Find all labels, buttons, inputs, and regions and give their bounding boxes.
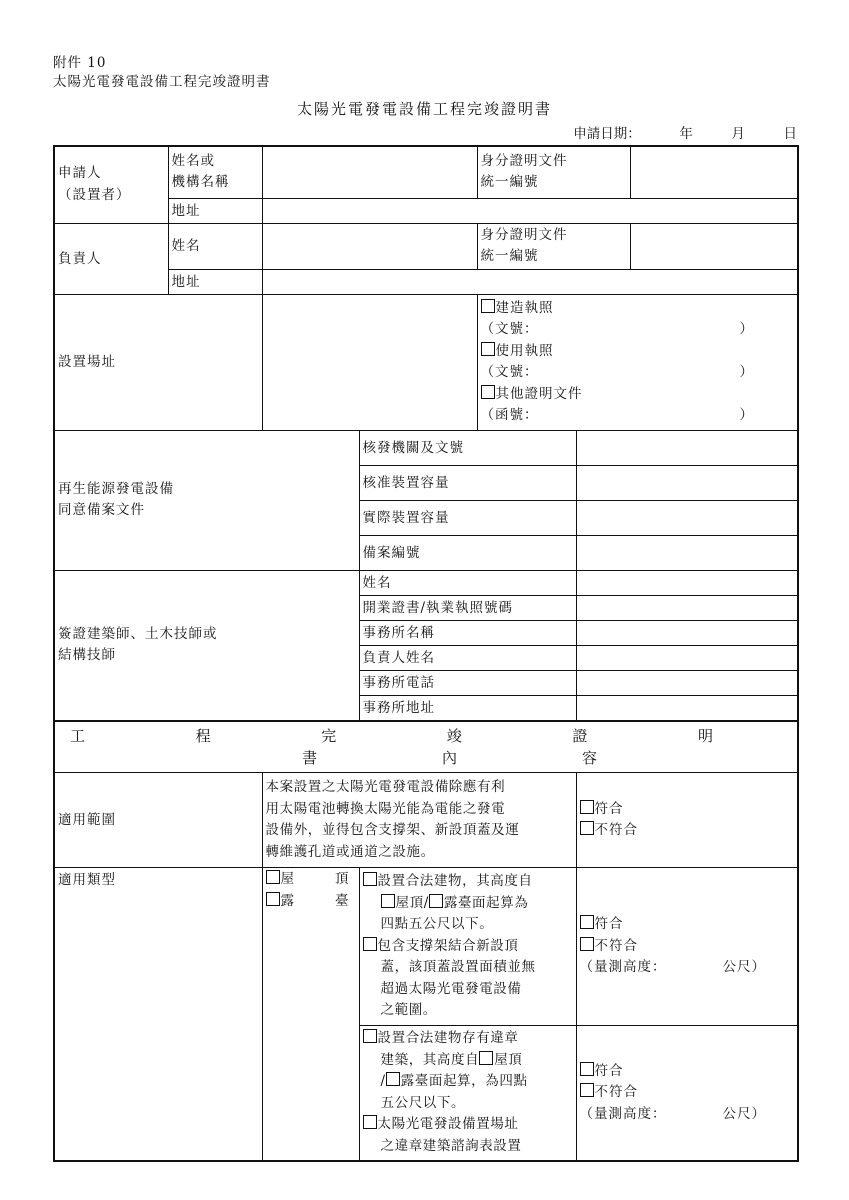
types-label: 適用類型 xyxy=(54,868,262,1161)
license-number-field[interactable] xyxy=(576,595,798,620)
checkbox[interactable] xyxy=(363,1029,377,1043)
date-month: 月 xyxy=(731,126,745,142)
checkbox[interactable] xyxy=(580,1062,594,1076)
actual-capacity-label: 實際裝置容量 xyxy=(359,500,576,535)
date-label: 申請日期： xyxy=(573,126,641,142)
office-head-field[interactable] xyxy=(576,645,798,670)
condition-block-1: 設置合法建物，其高度自 屋頂/ 露臺面起算為 四點五公尺以下。 包含支撐架結合新設頂 蓋，該頂蓋設置面積並無 超過太陽光電發電設備 之範圍。 xyxy=(359,868,576,1026)
office-phone-field[interactable] xyxy=(576,670,798,695)
architect-name-label: 姓名 xyxy=(359,570,576,595)
not-comply-option-1[interactable]: 不符合 xyxy=(580,936,795,958)
building-permit-ref[interactable]: （文號： ） xyxy=(480,321,754,337)
responsible-label: 負責人 xyxy=(54,223,168,294)
checkbox[interactable] xyxy=(381,894,395,908)
document-name: 太陽光電發電設備工程完竣證明書 xyxy=(53,74,271,90)
approved-capacity-field[interactable] xyxy=(576,465,798,500)
attachment-label: 附件 10 xyxy=(53,55,107,71)
responsible-name-label: 姓名 xyxy=(168,223,262,269)
site-label: 設置場址 xyxy=(54,294,262,430)
office-name-label: 事務所名稱 xyxy=(359,620,576,645)
condition-legal-building[interactable]: 設置合法建物，其高度自 xyxy=(363,871,573,893)
applicant-name-label: 姓名或 機構名稱 xyxy=(168,146,262,198)
record-number-field[interactable] xyxy=(576,535,798,570)
measured-height-1[interactable]: （量測高度： 公尺） xyxy=(579,959,766,976)
approval-authority-field[interactable] xyxy=(576,430,798,465)
usage-permit-ref[interactable]: （文號： ） xyxy=(480,364,754,380)
record-number-label: 備案編號 xyxy=(359,535,576,570)
checkbox[interactable] xyxy=(580,937,594,951)
office-head-label: 負責人姓名 xyxy=(359,645,576,670)
checkbox[interactable] xyxy=(386,1072,400,1086)
roof-option[interactable]: 屋 頂 xyxy=(266,869,356,891)
actual-capacity-field[interactable] xyxy=(576,500,798,535)
scope-text: 本案設置之太陽光電發電設備除應有利 用太陽電池轉換太陽光能為電能之發電 設備外，並得包含支撐架、新設頂蓋及運 轉維護孔道或通道之設施。 xyxy=(262,773,576,868)
date-day: 日 xyxy=(783,126,797,142)
condition-block-2: 設置合法建物存有違章 建築，其高度自 屋頂 / 露臺面起算，為四點 五公尺以下。 太陽光電發設備置場址 之違章建築諮詢表設置 xyxy=(359,1026,576,1161)
checkbox[interactable] xyxy=(363,872,377,886)
office-address-label: 事務所地址 xyxy=(359,695,576,721)
checkbox[interactable] xyxy=(481,385,495,399)
condition-result-2 xyxy=(576,1026,798,1161)
type-options xyxy=(262,868,359,1161)
checkbox[interactable] xyxy=(266,870,280,884)
application-date xyxy=(573,122,797,142)
scope-result xyxy=(576,773,798,868)
license-number-label: 開業證書/執業執照號碼 xyxy=(359,595,576,620)
site-field[interactable] xyxy=(262,294,477,430)
checkbox[interactable] xyxy=(481,299,495,313)
other-document-ref[interactable]: （函號： ） xyxy=(480,407,754,423)
responsible-address-label: 地址 xyxy=(168,269,262,294)
checkbox[interactable] xyxy=(479,1051,493,1065)
checkbox[interactable] xyxy=(580,915,594,929)
applicant-label: 申請人 （設置者） xyxy=(54,146,168,223)
scope-label: 適用範圍 xyxy=(54,773,262,868)
content-heading: 工 程 完 竣 證 明 書 內 容 xyxy=(54,721,798,773)
checkbox[interactable] xyxy=(481,342,495,356)
measured-height-2[interactable]: （量測高度： 公尺） xyxy=(579,1105,766,1122)
checkbox[interactable] xyxy=(580,1083,594,1097)
other-document-option[interactable]: 其他證明文件 xyxy=(481,384,795,406)
responsible-address-field[interactable] xyxy=(262,269,798,294)
condition-new-canopy[interactable]: 包含支撐架結合新設頂 xyxy=(363,936,573,958)
page-title: 太陽光電發電設備工程完竣證明書 xyxy=(296,100,552,118)
checkbox[interactable] xyxy=(429,894,443,908)
responsible-name-field[interactable] xyxy=(262,223,477,269)
checkbox[interactable] xyxy=(363,1115,377,1129)
completion-form-table xyxy=(53,145,799,1162)
applicant-address-field[interactable] xyxy=(262,198,798,223)
responsible-id-label: 身分證明文件 統一編號 xyxy=(477,223,630,269)
usage-permit-option[interactable]: 使用執照 xyxy=(481,341,795,363)
building-permit-option[interactable]: 建造執照 xyxy=(481,298,795,320)
checkbox[interactable] xyxy=(580,821,594,835)
applicant-address-label: 地址 xyxy=(168,198,262,223)
comply-option-1[interactable]: 符合 xyxy=(580,914,795,936)
renewable-approval-label: 再生能源發電設備 同意備案文件 xyxy=(54,430,359,570)
scope-not-comply-option[interactable]: 不符合 xyxy=(580,820,795,842)
comply-option-2[interactable]: 符合 xyxy=(580,1061,795,1083)
date-year: 年 xyxy=(679,126,693,142)
office-phone-label: 事務所電話 xyxy=(359,670,576,695)
applicant-id-field[interactable] xyxy=(630,146,798,198)
checkbox[interactable] xyxy=(580,800,594,814)
not-comply-option-2[interactable]: 不符合 xyxy=(580,1082,795,1104)
site-license-options xyxy=(477,294,798,430)
applicant-id-label: 身分證明文件 統一編號 xyxy=(477,146,630,198)
terrace-option[interactable]: 露 臺 xyxy=(266,891,356,913)
condition-illegal-structure[interactable]: 設置合法建物存有違章 xyxy=(363,1028,573,1050)
condition-consultation-form[interactable]: 太陽光電發設備置場址 xyxy=(363,1114,573,1136)
office-name-field[interactable] xyxy=(576,620,798,645)
architect-name-field[interactable] xyxy=(576,570,798,595)
condition-result-1 xyxy=(576,868,798,1026)
applicant-name-field[interactable] xyxy=(262,146,477,198)
checkbox[interactable] xyxy=(363,937,377,951)
approval-authority-label: 核發機關及文號 xyxy=(359,430,576,465)
office-address-field[interactable] xyxy=(576,695,798,721)
approved-capacity-label: 核准裝置容量 xyxy=(359,465,576,500)
architect-label: 簽證建築師、土木技師或 結構技師 xyxy=(54,570,359,721)
scope-comply-option[interactable]: 符合 xyxy=(580,799,795,821)
responsible-id-field[interactable] xyxy=(630,223,798,269)
checkbox[interactable] xyxy=(266,892,280,906)
